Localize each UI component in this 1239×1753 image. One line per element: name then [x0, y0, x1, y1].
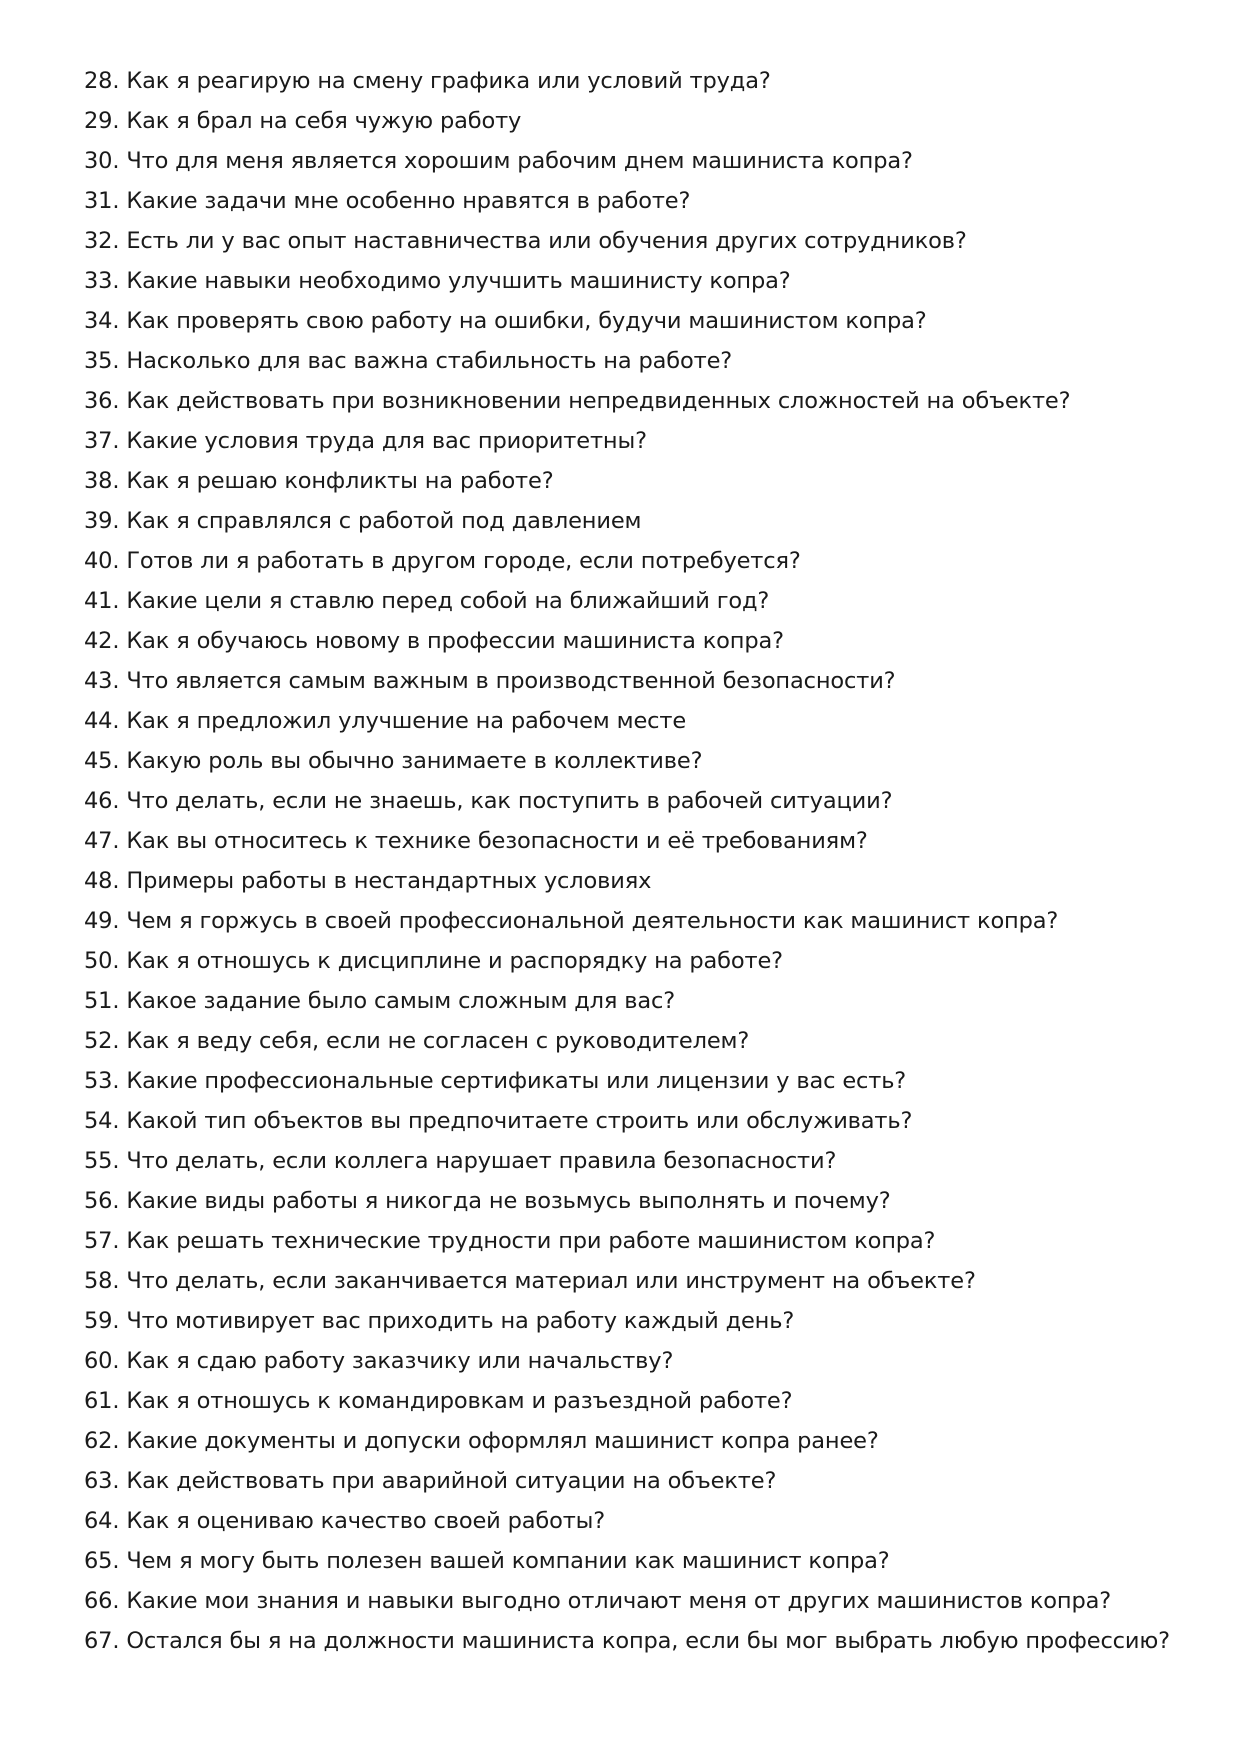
question-item: 55. Что делать, если коллега нарушает правила безопасности? [84, 1148, 837, 1174]
question-item: 40. Готов ли я работать в другом городе, если потребуется? [84, 548, 801, 574]
question-item: 58. Что делать, если заканчивается материал или инструмент на объекте? [84, 1268, 976, 1294]
question-item: 62. Какие документы и допуски оформлял машинист копра ранее? [84, 1428, 879, 1454]
question-item: 34. Как проверять свою работу на ошибки, будучи машинистом копра? [84, 308, 927, 334]
question-item: 46. Что делать, если не знаешь, как поступить в рабочей ситуации? [84, 788, 893, 814]
question-item: 59. Что мотивирует вас приходить на работу каждый день? [84, 1308, 795, 1334]
question-item: 45. Какую роль вы обычно занимаете в коллективе? [84, 748, 703, 774]
question-list [84, 61, 1214, 1661]
question-item: 43. Что является самым важным в производственной безопасности? [84, 668, 896, 694]
question-item: 37. Какие условия труда для вас приоритетны? [84, 428, 647, 454]
question-item: 63. Как действовать при аварийной ситуации на объекте? [84, 1468, 777, 1494]
question-item: 67. Остался бы я на должности машиниста копра, если бы мог выбрать любую профессию? [84, 1628, 1170, 1654]
question-item: 35. Насколько для вас важна стабильность на работе? [84, 348, 733, 374]
question-item: 60. Как я сдаю работу заказчику или начальству? [84, 1348, 674, 1374]
question-item: 38. Как я решаю конфликты на работе? [84, 468, 554, 494]
question-item: 50. Как я отношусь к дисциплине и распорядку на работе? [84, 948, 783, 974]
question-item: 56. Какие виды работы я никогда не возьмусь выполнять и почему? [84, 1188, 891, 1214]
question-item: 54. Какой тип объектов вы предпочитаете строить или обслуживать? [84, 1108, 913, 1134]
question-item: 57. Как решать технические трудности при работе машинистом копра? [84, 1228, 936, 1254]
question-item: 31. Какие задачи мне особенно нравятся в работе? [84, 188, 691, 214]
question-item: 33. Какие навыки необходимо улучшить машинисту копра? [84, 268, 791, 294]
question-item: 42. Как я обучаюсь новому в профессии машиниста копра? [84, 628, 784, 654]
question-item: 51. Какое задание было самым сложным для вас? [84, 988, 676, 1014]
question-item: 30. Что для меня является хорошим рабочим днем машиниста копра? [84, 148, 913, 174]
question-item: 48. Примеры работы в нестандартных условиях [84, 868, 652, 894]
question-item: 47. Как вы относитесь к технике безопасности и её требованиям? [84, 828, 868, 854]
question-item: 66. Какие мои знания и навыки выгодно отличают меня от других машинистов копра? [84, 1588, 1112, 1614]
question-item: 32. Есть ли у вас опыт наставничества или обучения других сотрудников? [84, 228, 967, 254]
question-item: 29. Как я брал на себя чужую работу [84, 108, 522, 134]
question-item: 36. Как действовать при возникновении непредвиденных сложностей на объекте? [84, 388, 1071, 414]
question-item: 39. Как я справлялся с работой под давлением [84, 508, 642, 534]
question-item: 52. Как я веду себя, если не согласен с руководителем? [84, 1028, 750, 1054]
question-item: 44. Как я предложил улучшение на рабочем месте [84, 708, 687, 734]
question-item: 28. Как я реагирую на смену графика или условий труда? [84, 68, 771, 94]
question-item: 61. Как я отношусь к командировкам и разъездной работе? [84, 1388, 793, 1414]
question-item: 53. Какие профессиональные сертификаты или лицензии у вас есть? [84, 1068, 907, 1094]
question-item: 41. Какие цели я ставлю перед собой на ближайший год? [84, 588, 770, 614]
question-item: 64. Как я оцениваю качество своей работы? [84, 1508, 606, 1534]
question-item: 65. Чем я могу быть полезен вашей компании как машинист копра? [84, 1548, 890, 1574]
question-item: 49. Чем я горжусь в своей профессиональной деятельности как машинист копра? [84, 908, 1059, 934]
